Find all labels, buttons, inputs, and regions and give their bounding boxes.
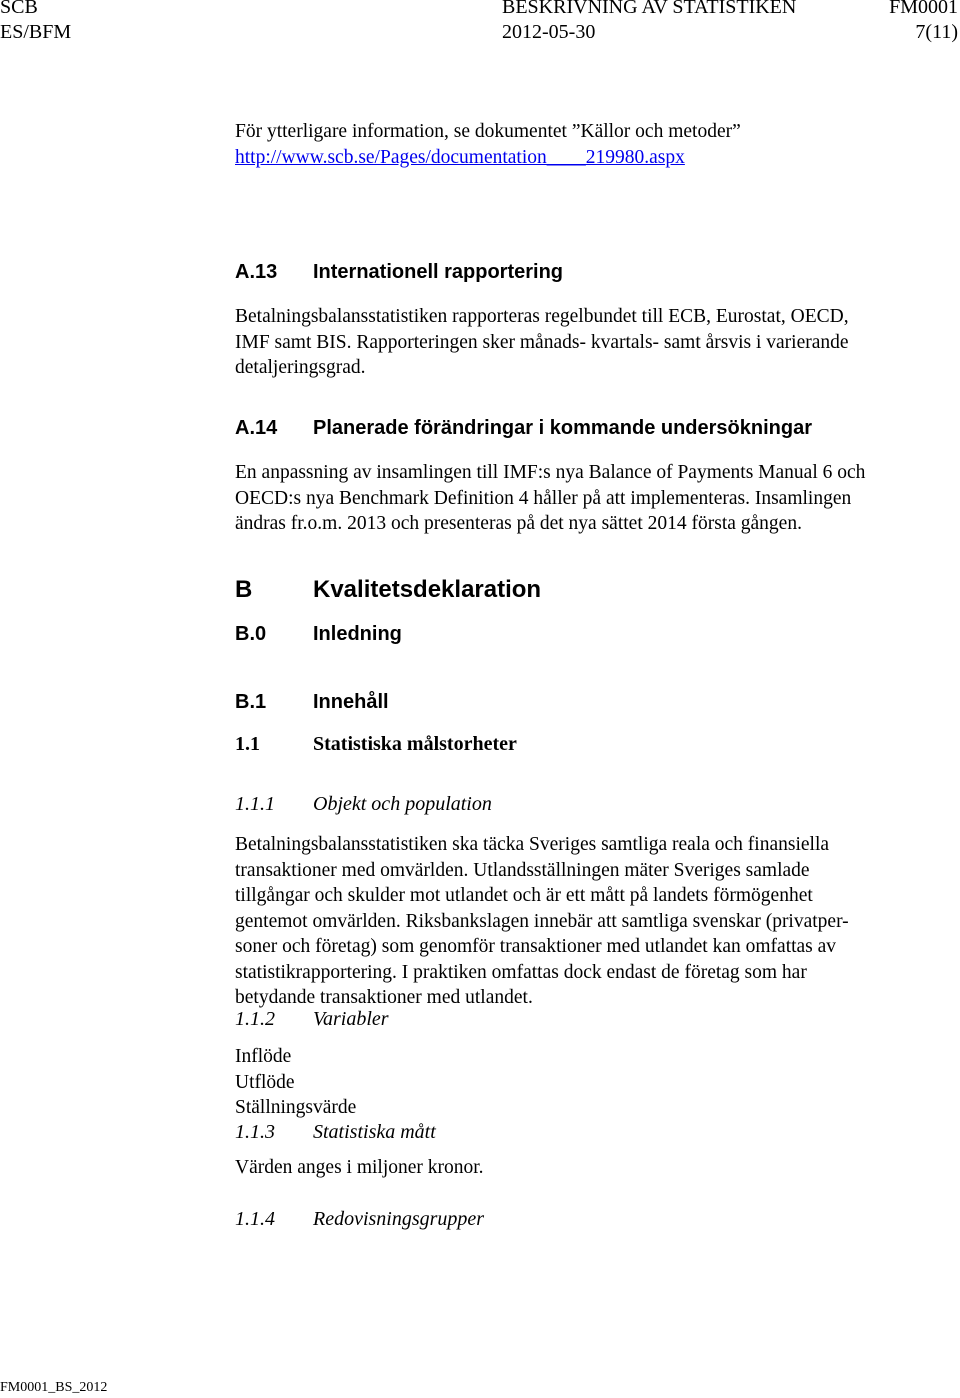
paragraph-line: Betalningsbalansstatistiken ska täcka Sveriges samtliga reala och finansiella — [235, 834, 830, 855]
statistical-measure-text: Värden anges i miljoner kronor. — [235, 1157, 484, 1178]
section-title-a13: Internationell rapportering — [313, 261, 564, 283]
section-title-b0: Inledning — [313, 623, 402, 645]
paragraph-line: detaljeringsgrad. — [235, 357, 366, 378]
header-agency: SCB — [0, 0, 38, 18]
paragraph-a13 — [235, 304, 935, 381]
subsection-title-1-1: Statistiska målstorheter — [313, 733, 517, 755]
paragraph-line: soner och företag) som genomför transaktioner med utlandet kan omfattas av — [235, 936, 837, 957]
header-page-number: 7(11) — [915, 21, 958, 43]
paragraph-line: tillgångar och skulder mot utlandet och är ett mått på landets förmögenhet — [235, 885, 813, 906]
subsubsection-title-1-1-1: Objekt och population — [313, 793, 492, 815]
paragraph-line: Betalningsbalansstatistiken rapporteras regelbundet till ECB, Eurostat, OECD, — [235, 306, 849, 327]
subsubsection-number-1-1-2: 1.1.2 — [235, 1008, 275, 1030]
paragraph-line: gentemot omvärlden. Riksbankslagen innebär att samtliga svenskar (privatper- — [235, 910, 849, 932]
paragraph-line: statistikrapportering. I praktiken omfattas dock endast de företag som har — [235, 961, 807, 983]
paragraph-line: En anpassning av insamlingen till IMF:s nya Balance of Payments Manual 6 och — [235, 462, 866, 483]
paragraph-a14 — [235, 460, 935, 537]
documentation-link[interactable]: http://www.scb.se/Pages/documentation____219980.aspx — [235, 147, 685, 168]
chapter-title-b: Kvalitetsdeklaration — [313, 576, 542, 603]
header-product-code: FM0001 — [889, 0, 958, 18]
paragraph-line: OECD:s nya Benchmark Definition 4 håller på att implementeras. Insamlingen — [235, 487, 852, 509]
intro-text: För ytterligare information, se dokumentet ”Källor och metoder” — [235, 121, 741, 142]
footer-document-code: FM0001_BS_2012 — [0, 1380, 108, 1395]
section-number-b1: B.1 — [235, 691, 267, 713]
subsubsection-number-1-1-1: 1.1.1 — [235, 793, 275, 815]
variable-item: Utflöde — [235, 1071, 295, 1093]
paragraph-1-1-1 — [235, 832, 935, 1011]
variable-list — [235, 1044, 935, 1121]
variable-item: Ställningsvärde — [235, 1097, 357, 1118]
section-title-a14: Planerade förändringar i kommande undersökningar — [313, 417, 813, 439]
variable-item: Inflöde — [235, 1046, 292, 1067]
header-department: ES/BFM — [0, 21, 72, 43]
section-number-b0: B.0 — [235, 623, 267, 645]
paragraph-line: ändras fr.o.m. 2013 och presenteras på det nya sättet 2014 första gången. — [235, 513, 802, 534]
subsection-number-1-1: 1.1 — [235, 733, 260, 755]
subsubsection-title-1-1-2: Variabler — [313, 1008, 389, 1030]
section-title-b1: Innehåll — [313, 691, 389, 713]
section-number-a14: A.14 — [235, 417, 278, 439]
header-document-type: BESKRIVNING AV STATISTIKEN — [502, 0, 797, 18]
subsubsection-number-1-1-3: 1.1.3 — [235, 1121, 275, 1143]
header-date: 2012-05-30 — [502, 21, 596, 43]
paragraph-line: transaktioner med omvärlden. Utlandsställningen mäter Sveriges samlade — [235, 859, 810, 881]
subsubsection-title-1-1-4: Redovisningsgrupper — [313, 1208, 485, 1230]
paragraph-line: IMF samt BIS. Rapporteringen sker månads- kvartals- samt årsvis i varierande — [235, 331, 849, 353]
section-number-a13: A.13 — [235, 261, 278, 283]
subsubsection-number-1-1-4: 1.1.4 — [235, 1208, 275, 1230]
chapter-number-b: B — [235, 576, 253, 603]
paragraph-line: betydande transaktioner med utlandet. — [235, 987, 533, 1008]
subsubsection-title-1-1-3: Statistiska mått — [313, 1121, 436, 1143]
